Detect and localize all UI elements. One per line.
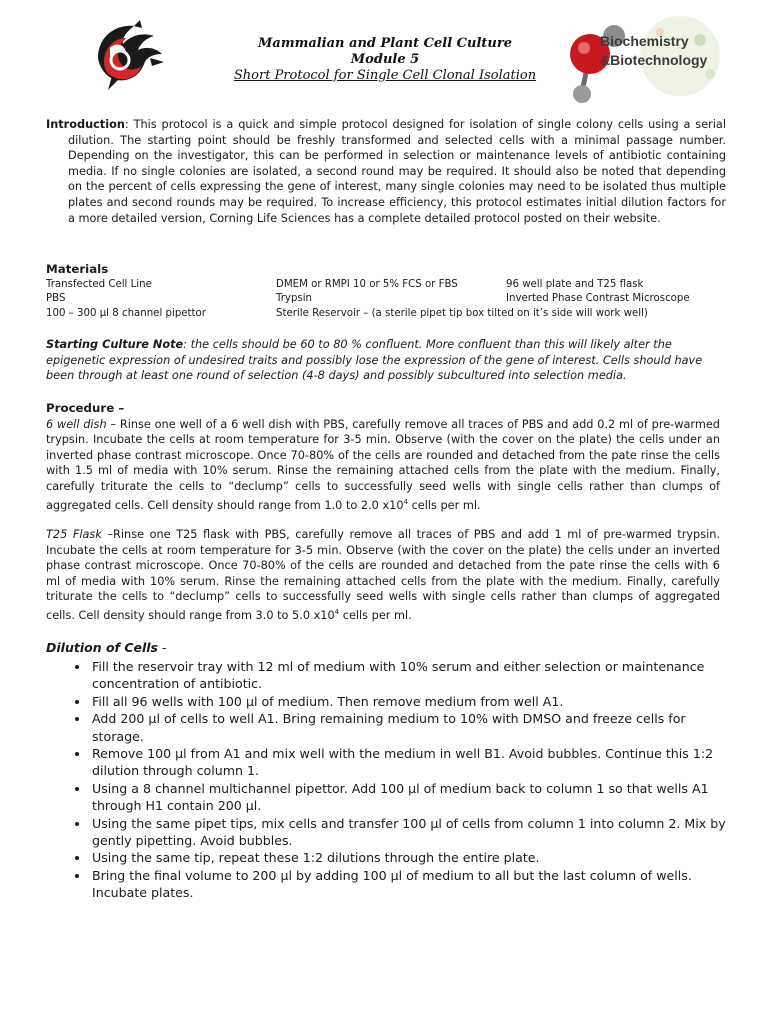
list-item: • Add 200 µl of cells to well A1. Bring remaining medium to 10% with DMSO and freeze cells for storage. bbox=[90, 710, 726, 745]
molecule-logo-icon bbox=[560, 14, 730, 104]
protocol-title: Short Protocol for Single Cell Clonal Isolation bbox=[233, 68, 537, 83]
module-title: Module 5 bbox=[350, 52, 420, 67]
note-label: Starting Culture Note bbox=[46, 338, 184, 351]
paragraph-spacer bbox=[46, 513, 720, 527]
starting-culture-note bbox=[46, 337, 726, 384]
material-item: 96 well plate and T25 flask bbox=[506, 279, 644, 290]
introduction-section bbox=[46, 117, 726, 226]
list-item: • Fill all 96 wells with 100 µl of medium. Then remove medium from well A1. bbox=[90, 693, 726, 710]
material-item: Transfected Cell Line bbox=[46, 279, 152, 290]
six-well-text: – Rinse one well of a 6 well dish with PBS, carefully remove all traces of PBS and add 0.2 ml of pre-warmed trypsin. Incubate the cells at room temperature for 3-5 min. Observe (with the cover on the plate) the cells under an inverted phase contrast microscope. Once 70-80% of the cells are rounded and detached from the pate rinse the cells with 1.5 ml of media with 10% serum. Rinse the remaining attached cells from the plate with the medium. Finally, carefully triturate the cells to “declump” cells to successfully seed wells with single cells rather than clumps of aggregated cells. Cell density should range from 1.0 to 2.0 x10 bbox=[46, 417, 720, 512]
introduction-text: : This protocol is a quick and simple protocol designed for isolation of single colony cells using a serial dilution. The starting point should be freshly transformed and selected cells with a minimal passage number. Depending on the investigator, this can be performed in selection or maintenance levels of antibiotic containing media. If no single colonies are isolated, a second round may be required. It should also be noted that depending on the percent of cells expressing the gene of interest, many single colonies may need to be isolated thus multiple plates and second rounds may be required. To increase efficiency, this protocol estimates initial dilution factors for a more detailed version, Corning Life Sciences has a complete detailed protocol posted on their website. bbox=[68, 118, 726, 225]
material-item: 100 – 300 µl 8 channel pipettor bbox=[46, 307, 206, 319]
list-item: • Fill the reservoir tray with 12 ml of medium with 10% serum and either selection or maintenance concentration of antibiotic. bbox=[90, 658, 726, 693]
list-item: • Remove 100 µl from A1 and mix well with the medium in well B1. Avoid bubbles. Continue this 1:2 dilution through column 1. bbox=[90, 745, 726, 780]
procedure-6-well-paragraph bbox=[46, 417, 720, 513]
exponent: 4 bbox=[403, 497, 408, 506]
exponent: 4 bbox=[334, 607, 340, 616]
logo-text-line1: Biochemistry bbox=[600, 33, 689, 49]
material-item: DMEM or RMPI 10 or 5% FCS or FBS bbox=[276, 279, 458, 290]
document-header bbox=[200, 36, 570, 84]
t25-text: –Rinse one T25 flask with PBS, carefully remove all traces of PBS and add 1 ml of pre-warmed trypsin. Incubate the cells at room temperature for 3-5 min. Observe (with the cover on the plate) the cells under an inverted phase contrast microscope. Once 70-80% of the cells are rounded and detached from the pate rinse the cells with 6 ml of media with 10% serum. Rinse the remaining attached cells from the plate with the medium. Finally, carefully triturate the cells to “declump” cells to successfully seed wells with single cells rather than clumps of aggregated cells. Cell density should range from 3.0 to 5.0 x10 bbox=[46, 527, 720, 622]
dilution-steps-list bbox=[46, 658, 726, 902]
six-well-text-end: cells per ml. bbox=[407, 498, 481, 512]
t25-label: T25 Flask bbox=[46, 527, 102, 541]
procedure-t25-paragraph bbox=[46, 527, 720, 623]
material-item: PBS bbox=[46, 293, 66, 305]
dilution-heading-text: Dilution of Cells bbox=[46, 640, 158, 655]
list-item: • Using the same pipet tips, mix cells and transfer 100 µl of cells from column 1 into column 2. Mix by gently pipetting. Avoid bubbles. bbox=[90, 815, 726, 850]
materials-section bbox=[46, 262, 726, 321]
list-item: • Bring the final volume to 200 µl by adding 100 µl of medium to all but the last column of wells. Incubate plates. bbox=[90, 867, 726, 902]
materials-list bbox=[46, 278, 726, 321]
note-text: : the cells should be 60 to 80 % confluent. More confluent than this will likely alter the epigenetic expression of undesired traits and possibly lose the expression of the gene of interest. Cells should have been through at least one round of selection (4-8 days) and possibly subcultured into selection media. bbox=[46, 338, 703, 383]
dragon-logo-icon bbox=[90, 18, 170, 96]
material-item: Inverted Phase Contrast Microscope bbox=[506, 293, 690, 305]
material-item: Sterile Reservoir – (a sterile pipet tip box tilted on it’s side will work well) bbox=[276, 307, 648, 319]
list-item: • Using the same tip, repeat these 1:2 dilutions through the entire plate. bbox=[90, 849, 726, 866]
t25-text-end: cells per ml. bbox=[339, 608, 412, 622]
dilution-heading-suffix: - bbox=[157, 640, 167, 655]
material-item: Trypsin bbox=[276, 293, 313, 305]
list-item: • Using a 8 channel multichannel pipettor. Add 100 µl of medium back to column 1 so that wells A1 through H1 contain 200 µl. bbox=[90, 780, 726, 815]
six-well-label: 6 well dish bbox=[46, 417, 107, 431]
course-title: Mammalian and Plant Cell Culture bbox=[258, 36, 512, 51]
logo-text-line2: &Biotechnology bbox=[600, 52, 708, 68]
procedure-heading: Procedure – bbox=[46, 401, 125, 415]
materials-heading: Materials bbox=[46, 262, 109, 276]
dilution-section bbox=[46, 640, 726, 902]
introduction-paragraph bbox=[46, 117, 726, 226]
introduction-label: Introduction bbox=[46, 118, 125, 131]
procedure-section bbox=[46, 401, 720, 623]
dilution-heading bbox=[46, 640, 726, 655]
